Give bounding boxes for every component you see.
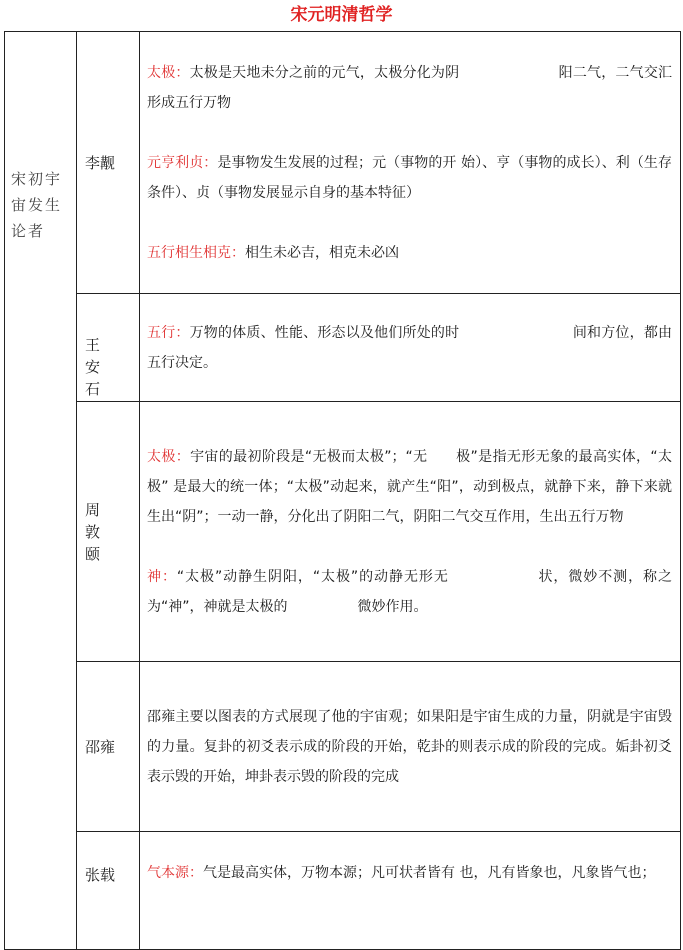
content-cell xyxy=(140,662,681,832)
philosopher-name: 周敦颐 xyxy=(77,402,140,662)
table-row xyxy=(5,662,681,832)
paragraph xyxy=(147,58,672,118)
content-cell xyxy=(140,294,681,402)
philosopher-name: 王安石 xyxy=(77,294,140,402)
paragraph xyxy=(147,148,672,208)
paragraph-text: 万物的体质、性能、形态以及他们所处的时 间和方位，都由五行决定。 xyxy=(147,324,673,371)
term-label: 元亨利贞： xyxy=(147,154,218,171)
paragraph xyxy=(147,858,672,888)
term-label: 气本源： xyxy=(147,865,203,881)
philosopher-name: 邵雍 xyxy=(77,662,140,832)
paragraph-text: 相生未必吉，相克未必凶 xyxy=(245,244,399,261)
table-row xyxy=(5,402,681,662)
term-label: 太极： xyxy=(147,64,190,81)
paragraph-text: 气是最高实体，万物本源；凡可状者皆有 也，凡有皆象也，凡象皆气也； xyxy=(203,865,656,881)
paragraph xyxy=(147,562,672,622)
category-cell: 宋初宇宙发生论者 xyxy=(5,32,77,950)
paragraph xyxy=(147,238,672,268)
paragraph-text: 太极是天地未分之前的元气，太极分化为阴 阳二气，二气交汇形成五行万物 xyxy=(147,64,673,111)
philosopher-name: 李觏 xyxy=(77,32,140,294)
paragraph-text: 邵雍主要以图表的方式展现了他的宇宙观；如果阳是宇宙生成的力量，阴就是宇宙毁的力量。复卦的初爻表示成的阶段的开始，乾卦的则表示成的阶段的完成。姤卦初爻表示毁的开始，坤卦表示毁的阶段的完成 xyxy=(147,708,672,785)
term-label: 五行： xyxy=(147,324,190,341)
paragraph-text: “太极”动静生阴阳，“太极”的动静无形无 状，微妙不测，称之为“神”，神就是太极的 微妙作用。 xyxy=(147,568,672,615)
table-row xyxy=(5,832,681,950)
term-label: 太极： xyxy=(147,448,191,465)
table-row xyxy=(5,294,681,402)
philosophy-table xyxy=(4,31,681,950)
paragraph xyxy=(147,442,672,532)
paragraph-text: 是事物发生发展的过程；元（事物的开 始）、亨（事物的成长）、利（生存条件）、贞（事物发展显示自身的基本特征） xyxy=(147,154,673,201)
content-cell xyxy=(140,832,681,950)
content-cell xyxy=(140,32,681,294)
paragraph-text: 宇宙的最初阶段是“无极而太极”；“无 极”是指无形无象的最高实体，“太极” 是最大的统一体；“太极”动起来，就产生“阳”，动到极点，就静下来，静下来就生出“阴”；一动一静，分化出了阴阳二气，阴阳二气交互作用，生出五行万物 xyxy=(147,448,672,525)
paragraph xyxy=(147,702,672,792)
page-title: 宋元明清哲学 xyxy=(290,5,393,25)
table-row xyxy=(5,32,681,294)
paragraph xyxy=(147,318,672,378)
content-cell xyxy=(140,402,681,662)
term-label: 神： xyxy=(147,568,177,585)
term-label: 五行相生相克： xyxy=(147,244,245,261)
philosopher-name: 张载 xyxy=(77,832,140,950)
